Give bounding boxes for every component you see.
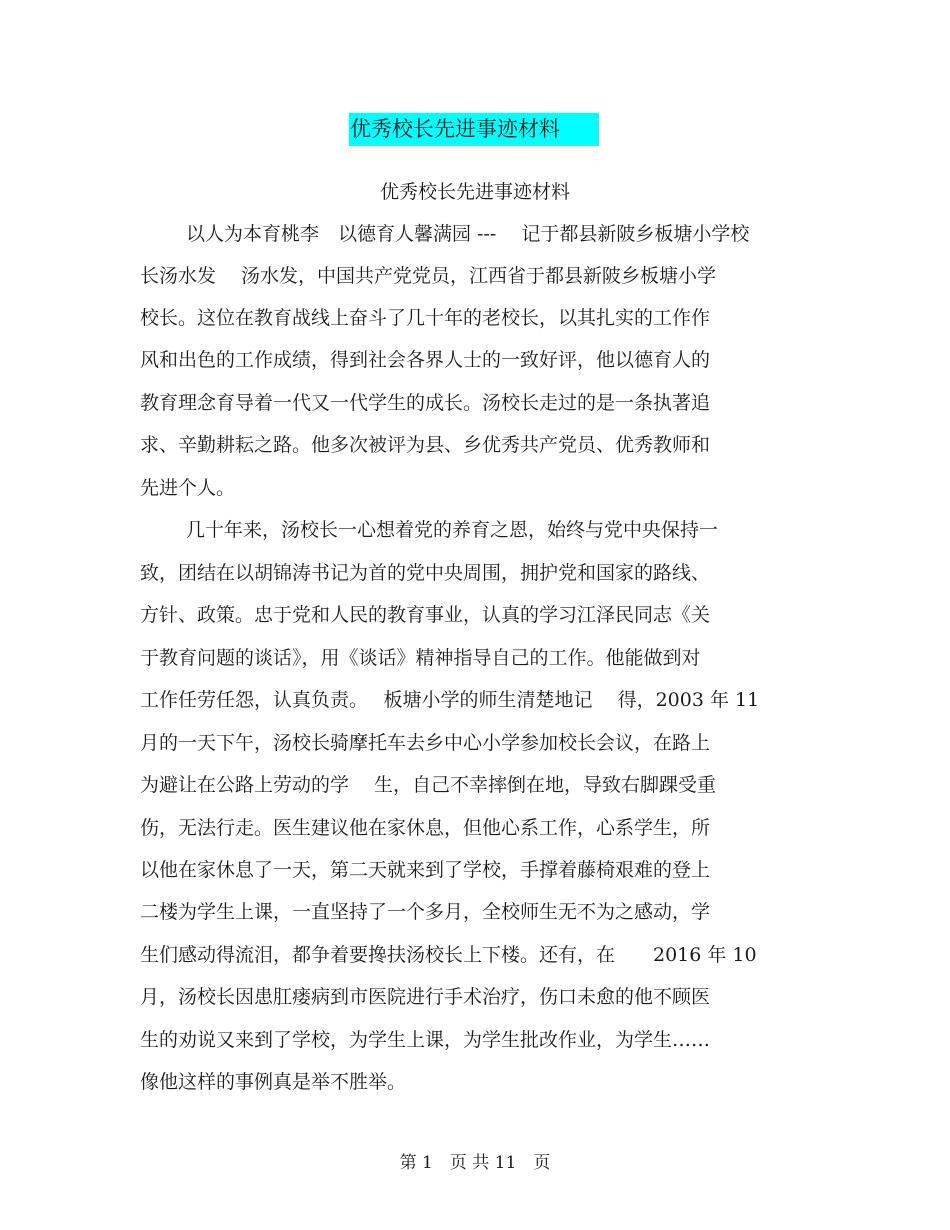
paragraph1-line: 风和出色的工作成绩，得到社会各界人士的一致好评，他以德育人的	[140, 349, 711, 371]
paragraph2-line: 生们感动得流泪，都争着要搀扶汤校长上下楼。还有，在 2016 年 10	[140, 944, 757, 966]
paragraph2-line: 方针、政策。忠于党和人民的教育事业，认真的学习江泽民同志《关	[140, 604, 711, 626]
paragraph1-line: 长汤水发 汤水发，中国共产党党员，江西省于都县新陂乡板塘小学	[140, 265, 717, 287]
paragraph2-line: 二楼为学生上课，一直坚持了一个多月，全校师生无不为之感动，学	[140, 901, 711, 923]
paragraph1-line: 求、辛勤耕耘之路。他多次被评为县、乡优秀共产党员、优秀教师和	[140, 434, 711, 456]
paragraph2-line: 像他这样的事例真是举不胜举。	[140, 1071, 407, 1093]
paragraph2-line: 几十年来，汤校长一心想着党的养育之恩，始终与党中央保持一	[186, 519, 719, 541]
paragraph2-line: 致，团结在以胡锦涛书记为首的党中央周围，拥护党和国家的路线、	[140, 562, 711, 584]
paragraph1-line: 以人为本育桃李 以德育人馨满园 --- 记于都县新陂乡板塘小学校	[186, 223, 750, 245]
paragraph1-line: 教育理念育导着一代又一代学生的成长。汤校长走过的是一条执著追	[140, 392, 711, 414]
page-number-footer: 第 1 页 共 11 页	[399, 1153, 551, 1173]
document-subtitle: 优秀校长先进事迹材料	[379, 181, 570, 203]
paragraph2-line: 以他在家休息了一天，第二天就来到了学校，手撑着藤椅艰难的登上	[140, 859, 711, 881]
highlighted-document-title	[349, 113, 599, 146]
document-title-text: 优秀校长先进事迹材料	[350, 117, 560, 141]
paragraph2-line: 伤，无法行走。医生建议他在家休息，但他心系工作，心系学生，所	[140, 817, 711, 839]
paragraph2-line: 为避让在公路上劳动的学 生，自己不幸摔倒在地，导致右脚踝受重	[140, 774, 717, 796]
paragraph2-line: 月，汤校长因患肛瘘病到市医院进行手术治疗，伤口未愈的他不顾医	[140, 986, 711, 1008]
paragraph2-line: 生的劝说又来到了学校，为学生上课，为学生批改作业，为学生……	[140, 1029, 711, 1051]
paragraph1-line: 先进个人。	[140, 477, 236, 499]
paragraph2-line: 于教育问题的谈话》，用《谈话》精神指导自己的工作。他能做到对	[140, 647, 701, 669]
paragraph1-line: 校长。这位在教育战线上奋斗了几十年的老校长，以其扎实的工作作	[140, 307, 711, 329]
paragraph2-line: 月的一天下午，汤校长骑摩托车去乡中心小学参加校长会议，在路上	[140, 732, 711, 754]
paragraph2-line: 工作任劳任怨，认真负责。 板塘小学的师生清楚地记 得，2003 年 11	[140, 689, 760, 711]
